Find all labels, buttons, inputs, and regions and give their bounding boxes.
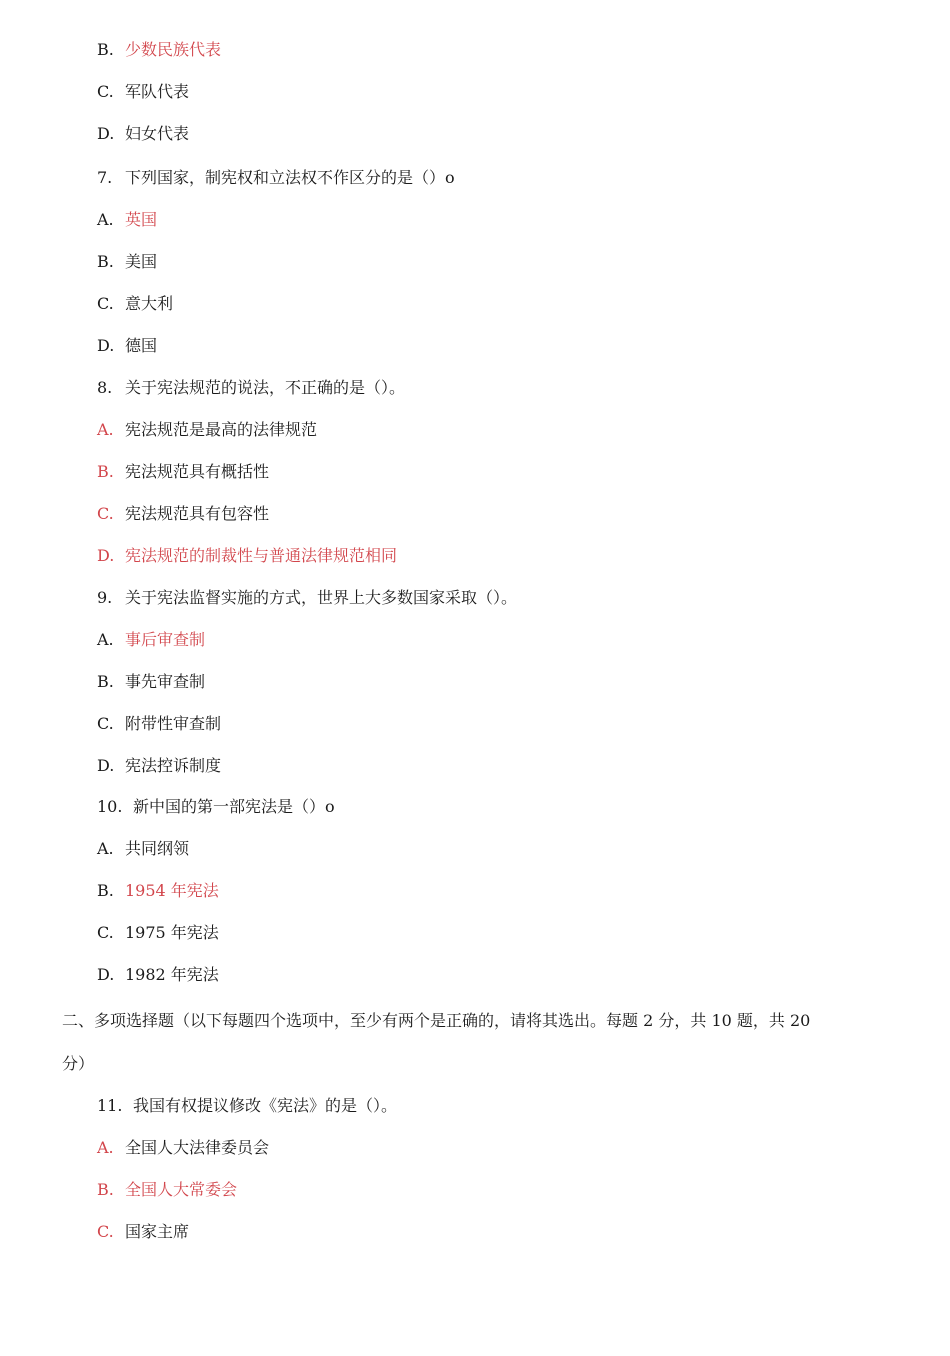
question-line xyxy=(97,797,335,817)
option-text: 宪法规范具有包容性 xyxy=(125,504,270,523)
option-text: 1982 年宪法 xyxy=(125,965,219,984)
section-heading: 二、多项选择题（以下每题四个选项中，至少有两个是正确的，请将其选出。每题 2 分，共 10 题，共 20 xyxy=(62,1011,811,1030)
option-label: C. xyxy=(97,504,114,523)
question-line xyxy=(97,1096,397,1116)
option-text: 意大利 xyxy=(125,294,174,313)
option-label: B. xyxy=(97,252,114,271)
option-line xyxy=(97,714,221,734)
option-label: A. xyxy=(97,420,114,439)
option-text: 宪法规范具有概括性 xyxy=(125,462,270,481)
question-number: 8. xyxy=(97,378,113,397)
option-label: B. xyxy=(97,462,114,481)
option-label: D. xyxy=(97,965,115,984)
section-heading-continued: 分） xyxy=(62,1054,95,1073)
option-label: A. xyxy=(97,1138,114,1157)
option-line xyxy=(97,923,219,943)
option-line xyxy=(97,1222,189,1242)
option-text: 宪法规范是最高的法律规范 xyxy=(125,420,318,439)
option-line xyxy=(97,1138,269,1158)
option-line xyxy=(97,40,221,60)
option-line xyxy=(97,336,157,356)
question-line xyxy=(97,378,405,398)
option-text: 妇女代表 xyxy=(125,124,190,143)
question-text: 新中国的第一部宪法是（）o xyxy=(133,797,335,816)
option-line xyxy=(97,124,189,144)
option-label: A. xyxy=(97,210,114,229)
option-line xyxy=(97,294,173,314)
option-label: B. xyxy=(97,1180,114,1199)
option-text: 英国 xyxy=(125,210,158,229)
option-text: 全国人大法律委员会 xyxy=(125,1138,270,1157)
option-label: A. xyxy=(97,839,114,858)
option-label: C. xyxy=(97,714,114,733)
question-number: 11. xyxy=(97,1096,123,1115)
option-text: 1954 年宪法 xyxy=(125,881,219,900)
option-label: C. xyxy=(97,1222,114,1241)
option-label: D. xyxy=(97,756,115,775)
option-label: B. xyxy=(97,672,114,691)
option-line xyxy=(97,756,221,776)
option-line xyxy=(97,630,205,650)
option-line xyxy=(97,462,269,482)
option-text: 共同纲领 xyxy=(125,839,190,858)
option-text: 全国人大常委会 xyxy=(125,1180,238,1199)
question-line xyxy=(97,588,517,608)
option-text: 事先审查制 xyxy=(125,672,206,691)
option-text: 事后审查制 xyxy=(125,630,206,649)
question-number: 10. xyxy=(97,797,123,816)
question-text: 下列国家，制宪权和立法权不作区分的是（）o xyxy=(125,168,455,187)
option-line xyxy=(97,965,219,985)
option-label: D. xyxy=(97,124,115,143)
option-label: D. xyxy=(97,546,115,565)
option-label: A. xyxy=(97,630,114,649)
question-line xyxy=(97,168,455,188)
question-text: 关于宪法监督实施的方式，世界上大多数国家采取（）。 xyxy=(125,588,518,607)
option-text: 少数民族代表 xyxy=(125,40,222,59)
option-line xyxy=(97,881,219,901)
option-label: C. xyxy=(97,294,114,313)
question-number: 9. xyxy=(97,588,113,607)
question-text: 关于宪法规范的说法，不正确的是（）。 xyxy=(125,378,406,397)
option-line xyxy=(97,82,189,102)
option-line xyxy=(97,504,269,524)
option-line xyxy=(97,420,317,440)
option-line xyxy=(97,546,397,566)
question-text: 我国有权提议修改《宪法》的是（）。 xyxy=(133,1096,398,1115)
option-text: 宪法规范的制裁性与普通法律规范相同 xyxy=(125,546,398,565)
option-line xyxy=(97,252,157,272)
option-label: D. xyxy=(97,336,115,355)
option-line xyxy=(97,672,205,692)
option-label: C. xyxy=(97,923,114,942)
option-label: C. xyxy=(97,82,114,101)
option-text: 附带性审查制 xyxy=(125,714,222,733)
option-text: 军队代表 xyxy=(125,82,190,101)
option-line xyxy=(97,839,189,859)
option-text: 1975 年宪法 xyxy=(125,923,219,942)
option-text: 宪法控诉制度 xyxy=(125,756,222,775)
option-text: 国家主席 xyxy=(125,1222,190,1241)
option-text: 美国 xyxy=(125,252,158,271)
option-label: B. xyxy=(97,40,114,59)
question-number: 7. xyxy=(97,168,113,187)
option-label: B. xyxy=(97,881,114,900)
option-line xyxy=(97,1180,237,1200)
option-text: 德国 xyxy=(125,336,158,355)
option-line xyxy=(97,210,157,230)
